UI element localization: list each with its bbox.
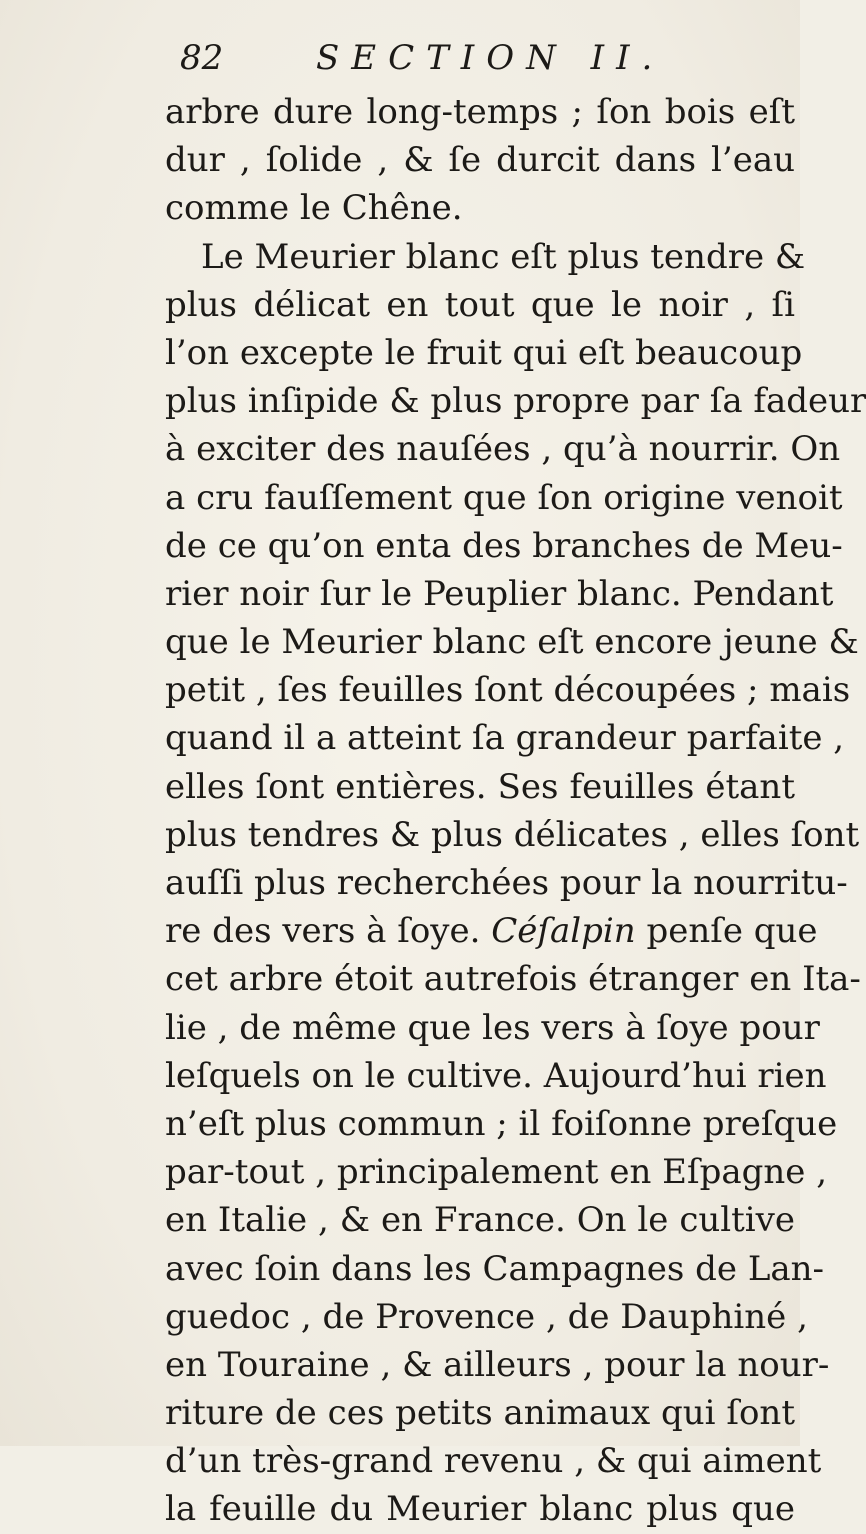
text-line: arbre dure long-temps ; ſon bois eſt xyxy=(165,92,795,132)
text-line: d’un très-grand revenu , & qui aiment xyxy=(165,1441,822,1482)
text-line: plus inſipide & plus propre par ſa fadeur xyxy=(165,381,866,422)
text-line: rier noir ſur le Peuplier blanc. Pendant xyxy=(165,573,834,614)
text-line: leſquels on le cultive. Aujourd’hui rien xyxy=(165,1055,827,1096)
page-number: 82 xyxy=(180,38,224,78)
text-segment: penſe que xyxy=(646,911,818,952)
text-segment: re des vers à ſoye. xyxy=(165,911,481,952)
text-line: en Touraine , & ailleurs , pour la nour- xyxy=(165,1344,830,1385)
text-line: comme le Chêne. xyxy=(165,188,463,229)
text-line: que le Meurier blanc eſt encore jeune & xyxy=(165,622,859,663)
text-line: guedoc , de Provence , de Dauphiné , xyxy=(165,1296,808,1337)
running-title: SECTION II. xyxy=(316,38,665,78)
author-name-italic: Céſalpin xyxy=(491,911,636,952)
text-line: Le Meurier blanc eſt plus tendre & xyxy=(201,236,806,277)
text-line: de ce qu’on enta des branches de Meu- xyxy=(165,525,843,566)
text-line: plus délicat en tout que le noir , ſi xyxy=(165,284,795,325)
page-header xyxy=(180,38,780,88)
text-line: lie , de même que les vers à ſoye pour xyxy=(165,1007,820,1048)
text-line: à exciter des nauſées , qu’à nourrir. On xyxy=(165,429,841,470)
text-line: auſſi plus recherchées pour la nourritu- xyxy=(165,863,848,903)
text-line: cet arbre étoit autrefois étranger en Ita- xyxy=(165,959,861,1000)
text-line: n’eſt plus commun ; il foiſonne preſque xyxy=(165,1103,838,1144)
text-line: la feuille du Meurier blanc plus que xyxy=(165,1489,795,1530)
text-line: par-tout , principalement en Eſpagne , xyxy=(165,1152,828,1193)
text-line: en Italie , & en France. On le cultive xyxy=(165,1200,795,1241)
text-line: avec ſoin dans les Campagnes de Lan- xyxy=(165,1248,825,1289)
body-text xyxy=(165,88,866,1534)
text-line: riture de ces petits animaux qui ſont xyxy=(165,1393,795,1434)
text-line: dur , ſolide , & ſe durcit dans l’eau xyxy=(165,140,795,181)
text-line-with-italic xyxy=(165,907,818,955)
text-line: quand il a atteint ſa grandeur parfaite , xyxy=(165,718,845,759)
text-line: petit , ſes feuilles ſont découpées ; mais xyxy=(165,670,851,711)
text-line: l’on excepte le fruit qui eſt beaucoup xyxy=(165,332,803,373)
text-line: elles ſont entières. Ses feuilles étant xyxy=(165,766,795,807)
text-line: a cru fauſſement que ſon origine venoit xyxy=(165,477,843,518)
text-line: plus tendres & plus délicates , elles ſont xyxy=(165,814,860,855)
